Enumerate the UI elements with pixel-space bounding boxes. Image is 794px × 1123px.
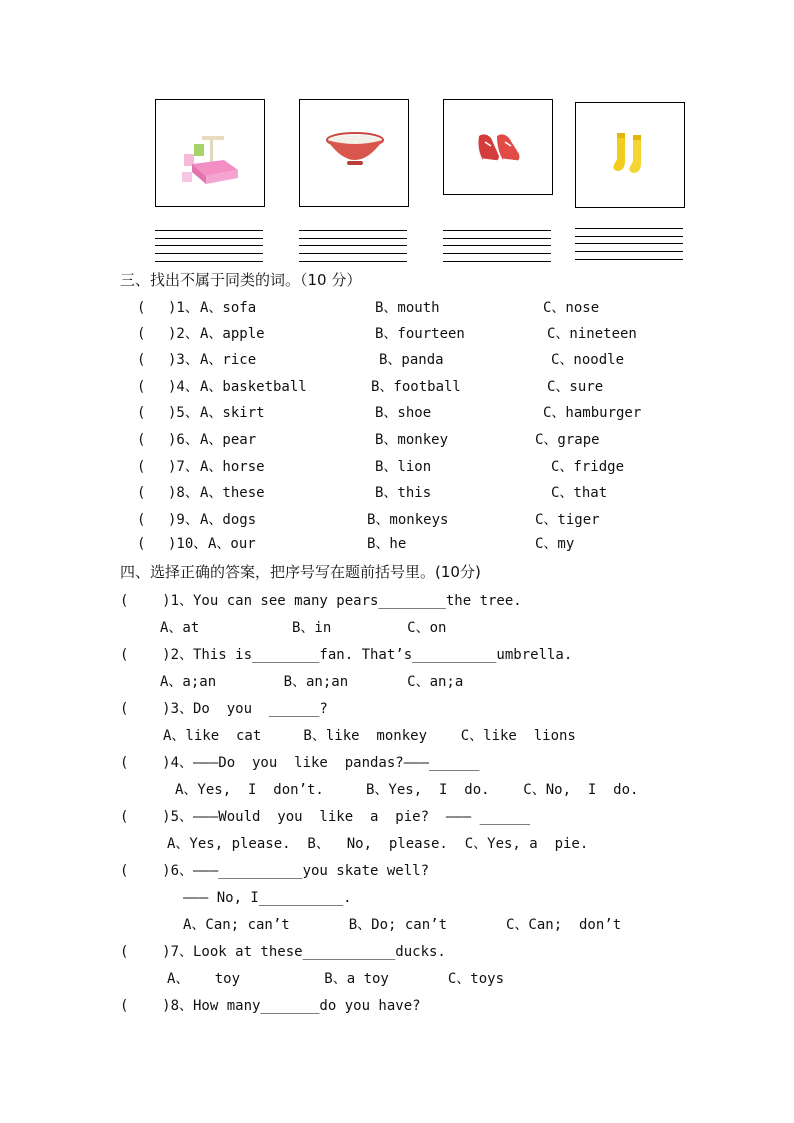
question-number: )1、	[168, 300, 199, 316]
bed-icon	[180, 134, 240, 190]
option-c: C、fridge	[551, 459, 625, 475]
question-line: ( )5、———Would you like a pie? ——— ______	[120, 809, 531, 825]
option-c: C、nineteen	[547, 326, 637, 342]
option-b: B、monkey	[375, 432, 449, 448]
question-line: ( )6、———__________you skate well?	[120, 863, 430, 879]
question-number: )5、	[168, 405, 199, 421]
question-number: )7、	[168, 459, 199, 475]
answer-paren[interactable]: (	[137, 352, 146, 368]
picture-box-socks	[575, 102, 685, 208]
option-b: B、monkeys	[367, 512, 449, 528]
option-b: B、mouth	[375, 300, 440, 316]
question-line: ( )3、Do you ______?	[120, 701, 328, 717]
question-line: ( )7、Look at these___________ducks.	[120, 944, 446, 960]
options-line: A、a;an B、an;an C、an;a	[160, 674, 464, 690]
options-line: A、Yes, please. B、 No, please. C、Yes, a pie.	[167, 836, 589, 852]
option-c: C、my	[535, 536, 575, 552]
answer-line: ——— No, I__________.	[183, 890, 352, 906]
question-line: ( )1、You can see many pears________the tree.	[120, 593, 522, 609]
section-3-title: 三、找出不属于同类的词。（10 分）	[120, 271, 362, 289]
socks-icon	[613, 131, 649, 175]
option-a: A、basketball	[200, 379, 307, 395]
answer-paren[interactable]: (	[137, 512, 146, 528]
option-a: A、horse	[200, 459, 265, 475]
option-a: A、apple	[200, 326, 265, 342]
option-b: B、football	[371, 379, 461, 395]
shoes-icon	[475, 130, 523, 166]
question-number: )3、	[168, 352, 199, 368]
question-line: ( )2、This is________fan. That’s__________umbrella.	[120, 647, 573, 663]
option-a: A、skirt	[200, 405, 265, 421]
option-c: C、nose	[543, 300, 600, 316]
option-c: C、that	[551, 485, 608, 501]
question-number: )9、	[168, 512, 199, 528]
answer-paren[interactable]: (	[137, 326, 146, 342]
question-number: )2、	[168, 326, 199, 342]
options-line: A、 toy B、a toy C、toys	[167, 971, 505, 987]
option-b: B、lion	[375, 459, 432, 475]
option-a: A、sofa	[200, 300, 257, 316]
option-a: A、these	[200, 485, 265, 501]
option-b: B、shoe	[375, 405, 432, 421]
question-line: ( )8、How many_______do you have?	[120, 998, 421, 1014]
option-b: B、he	[367, 536, 407, 552]
option-b: B、panda	[379, 352, 444, 368]
question-number: )8、	[168, 485, 199, 501]
answer-paren[interactable]: (	[137, 485, 146, 501]
option-b: B、this	[375, 485, 432, 501]
option-a: A、pear	[200, 432, 257, 448]
option-a: A、dogs	[200, 512, 257, 528]
option-a: A、rice	[200, 352, 257, 368]
question-number: )10、	[168, 536, 208, 552]
answer-paren[interactable]: (	[137, 432, 146, 448]
options-line: A、like cat B、like monkey C、like lions	[163, 728, 576, 744]
picture-box-bed	[155, 99, 265, 207]
picture-box-shoes	[443, 99, 553, 195]
option-b: B、fourteen	[375, 326, 465, 342]
options-line: A、Yes, I don’t. B、Yes, I do. C、No, I do.	[175, 782, 639, 798]
answer-paren[interactable]: (	[137, 536, 146, 552]
option-c: C、grape	[535, 432, 600, 448]
answer-paren[interactable]: (	[137, 405, 146, 421]
answer-paren[interactable]: (	[137, 300, 146, 316]
option-a: A、our	[208, 536, 256, 552]
option-c: C、sure	[547, 379, 604, 395]
option-c: C、noodle	[551, 352, 625, 368]
picture-box-rice-bowl	[299, 99, 409, 207]
question-number: )4、	[168, 379, 199, 395]
answer-paren[interactable]: (	[137, 459, 146, 475]
options-line: A、at B、in C、on	[160, 620, 447, 636]
option-c: C、hamburger	[543, 405, 642, 421]
section-4-title: 四、选择正确的答案，把序号写在题前括号里。(10分)	[120, 563, 481, 581]
answer-paren[interactable]: (	[137, 379, 146, 395]
question-line: ( )4、———Do you like pandas?———______	[120, 755, 480, 771]
rice-bowl-icon	[325, 130, 385, 170]
question-number: )6、	[168, 432, 199, 448]
options-line: A、Can; can’t B、Do; can’t C、Can; don’t	[183, 917, 622, 933]
option-c: C、tiger	[535, 512, 600, 528]
